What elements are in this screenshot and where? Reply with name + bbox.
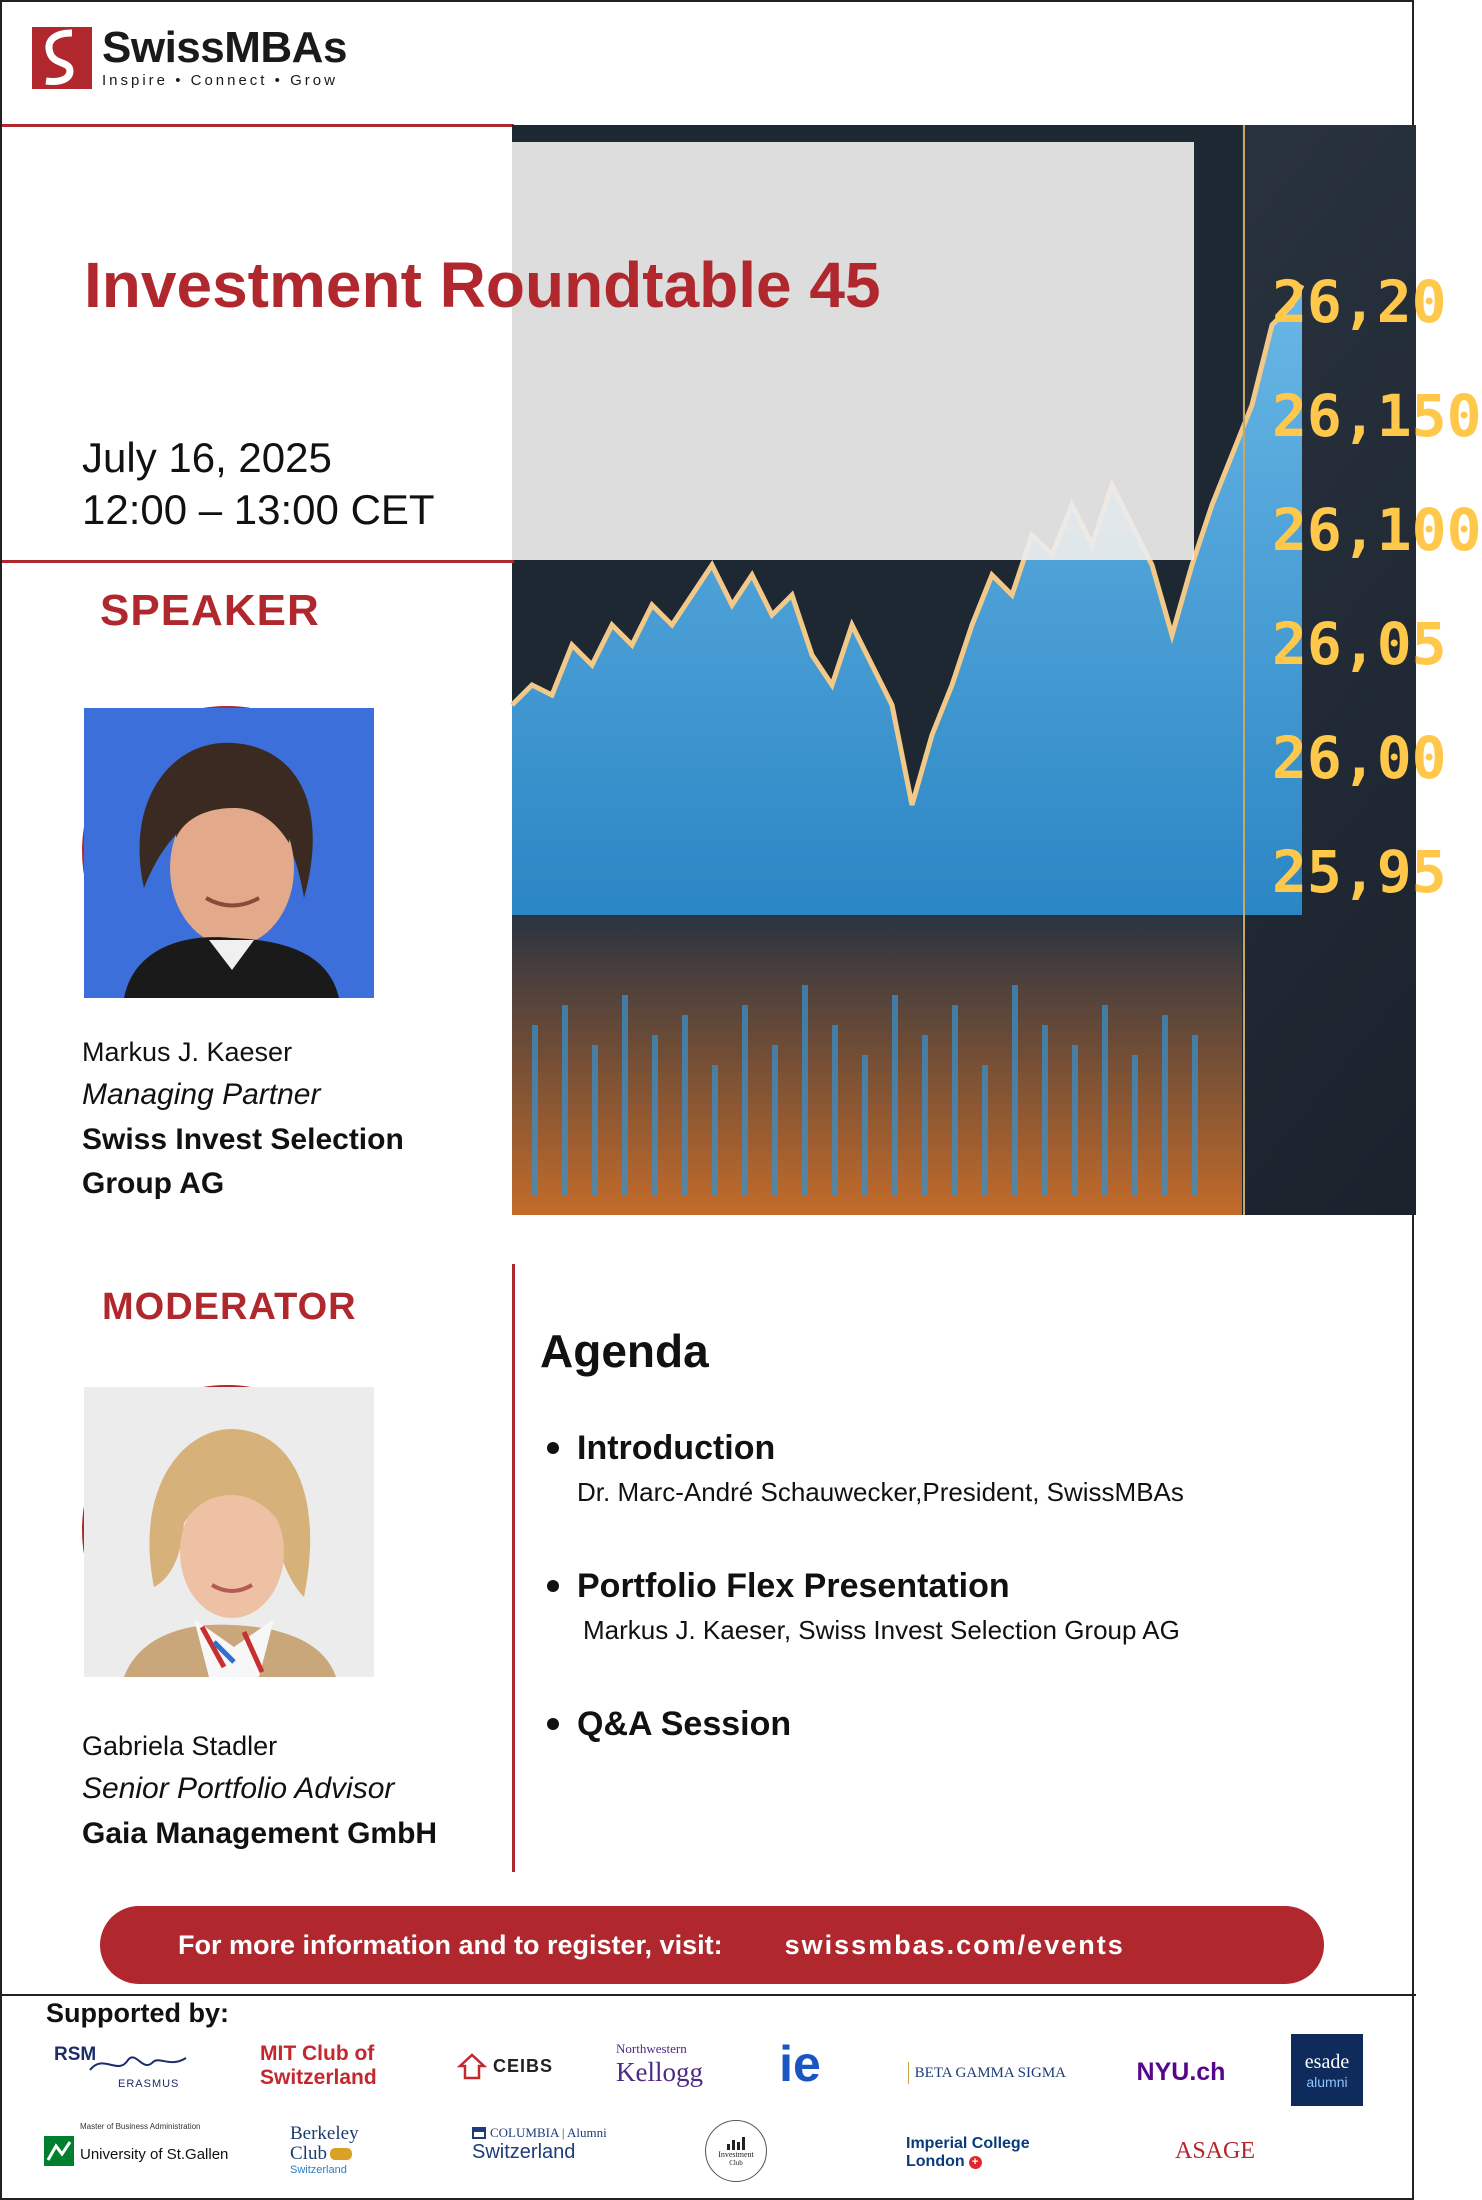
speaker-name: Markus J. Kaeser bbox=[82, 1037, 293, 1067]
erasmus-signature-icon bbox=[88, 2048, 188, 2078]
price-label: 26,00 bbox=[1272, 724, 1447, 792]
speaker-label: SPEAKER bbox=[100, 586, 320, 635]
bar-chart-icon bbox=[726, 2136, 746, 2150]
esade-alumni-logo[interactable]: esade alumni bbox=[1291, 2034, 1363, 2106]
brand-name: SwissMBAs bbox=[102, 23, 347, 72]
agenda-item-title: Introduction bbox=[577, 1429, 776, 1467]
agenda-item-title: Portfolio Flex Presentation bbox=[577, 1567, 1010, 1605]
moderator-name: Gabriela Stadler bbox=[82, 1731, 278, 1761]
moderator-photo bbox=[82, 1385, 372, 1675]
swissmbas-mark-icon bbox=[32, 27, 92, 89]
bullet-icon bbox=[547, 1442, 559, 1454]
bullet-icon bbox=[547, 1580, 559, 1592]
ceibs-emblem-icon bbox=[457, 2051, 487, 2081]
agenda-list bbox=[547, 1426, 1367, 1786]
brand-tagline: Inspire • Connect • Grow bbox=[102, 72, 338, 89]
footer-divider bbox=[2, 1994, 1416, 1996]
ie-logo[interactable]: ie bbox=[779, 2036, 821, 2092]
berkeley-club-logo[interactable]: Berkeley Club Switzerland bbox=[290, 2123, 359, 2176]
price-label: 25,95 bbox=[1272, 838, 1447, 906]
columbia-alumni-logo[interactable]: COLUMBIA | Alumni Switzerland bbox=[472, 2124, 607, 2163]
price-label: 26,05 bbox=[1272, 610, 1447, 678]
moderator-label: MODERATOR bbox=[102, 1286, 357, 1328]
title-divider bbox=[2, 560, 514, 563]
imperial-college-logo[interactable]: Imperial College London + bbox=[906, 2135, 1030, 2170]
register-banner[interactable] bbox=[100, 1906, 1324, 1984]
rsm-erasmus-logo[interactable]: RSM ERASMUS bbox=[52, 2042, 192, 2098]
agenda-item-title: Q&A Session bbox=[577, 1705, 792, 1743]
hsg-logo[interactable]: Master of Business Administration University of St.Gallen bbox=[44, 2120, 214, 2176]
price-label: 26,150 bbox=[1272, 382, 1482, 450]
ceibs-logo[interactable]: CEIBS bbox=[450, 2046, 560, 2086]
register-text: For more information and to register, visit: bbox=[178, 1929, 723, 1960]
bullet-icon bbox=[547, 1718, 559, 1730]
moderator-role: Senior Portfolio Advisor bbox=[82, 1772, 395, 1805]
supported-by-label: Supported by: bbox=[46, 1998, 229, 2028]
agenda-item-presenter: Markus J. Kaeser, Swiss Invest Selection Group AG bbox=[583, 1615, 1180, 1645]
agenda-divider bbox=[512, 1264, 515, 1872]
agenda-item bbox=[547, 1702, 1367, 1746]
swissmbas-logo[interactable] bbox=[32, 23, 347, 89]
register-link[interactable]: swissmbas.com/events bbox=[784, 1929, 1125, 1960]
hsg-emblem-icon bbox=[44, 2136, 74, 2166]
swiss-cross-icon: + bbox=[969, 2156, 982, 2169]
price-label: 26,20 bbox=[1272, 268, 1447, 336]
crown-icon bbox=[472, 2127, 486, 2139]
bear-icon bbox=[330, 2148, 352, 2160]
bgs-crest-icon bbox=[908, 2062, 909, 2084]
title-panel-overlay bbox=[512, 142, 1194, 560]
agenda-item bbox=[547, 1564, 1367, 1650]
event-datetime bbox=[82, 432, 435, 536]
event-date: July 16, 2025 bbox=[82, 434, 332, 481]
agenda-item bbox=[547, 1426, 1367, 1512]
event-title: Investment Roundtable 45 bbox=[84, 249, 881, 321]
speaker-details bbox=[82, 1032, 404, 1206]
speaker-role: Managing Partner bbox=[82, 1078, 321, 1111]
speaker-org-line2: Group AG bbox=[82, 1167, 225, 1200]
header-divider bbox=[2, 124, 514, 127]
kellogg-logo[interactable]: Northwestern Kellogg bbox=[616, 2040, 703, 2087]
agenda-item-presenter: Dr. Marc-André Schauwecker,President, SwissMBAs bbox=[577, 1477, 1184, 1507]
asage-logo[interactable]: ASAGE bbox=[1174, 2137, 1255, 2164]
agenda-title: Agenda bbox=[540, 1325, 709, 1377]
speaker-photo bbox=[82, 706, 372, 996]
event-time: 12:00 – 13:00 CET bbox=[82, 486, 435, 533]
investment-club-logo[interactable]: Investment Club bbox=[705, 2120, 767, 2182]
mit-club-logo[interactable]: MIT Club of Switzerland bbox=[260, 2042, 377, 2089]
beta-gamma-sigma-logo[interactable]: BETA GAMMA SIGMA bbox=[914, 2064, 1066, 2081]
speaker-org-line1: Swiss Invest Selection bbox=[82, 1123, 404, 1156]
nyu-logo[interactable]: NYU.ch bbox=[1136, 2057, 1226, 2086]
moderator-org: Gaia Management GmbH bbox=[82, 1817, 438, 1850]
moderator-details bbox=[82, 1726, 437, 1856]
price-label: 26,100 bbox=[1272, 496, 1482, 564]
